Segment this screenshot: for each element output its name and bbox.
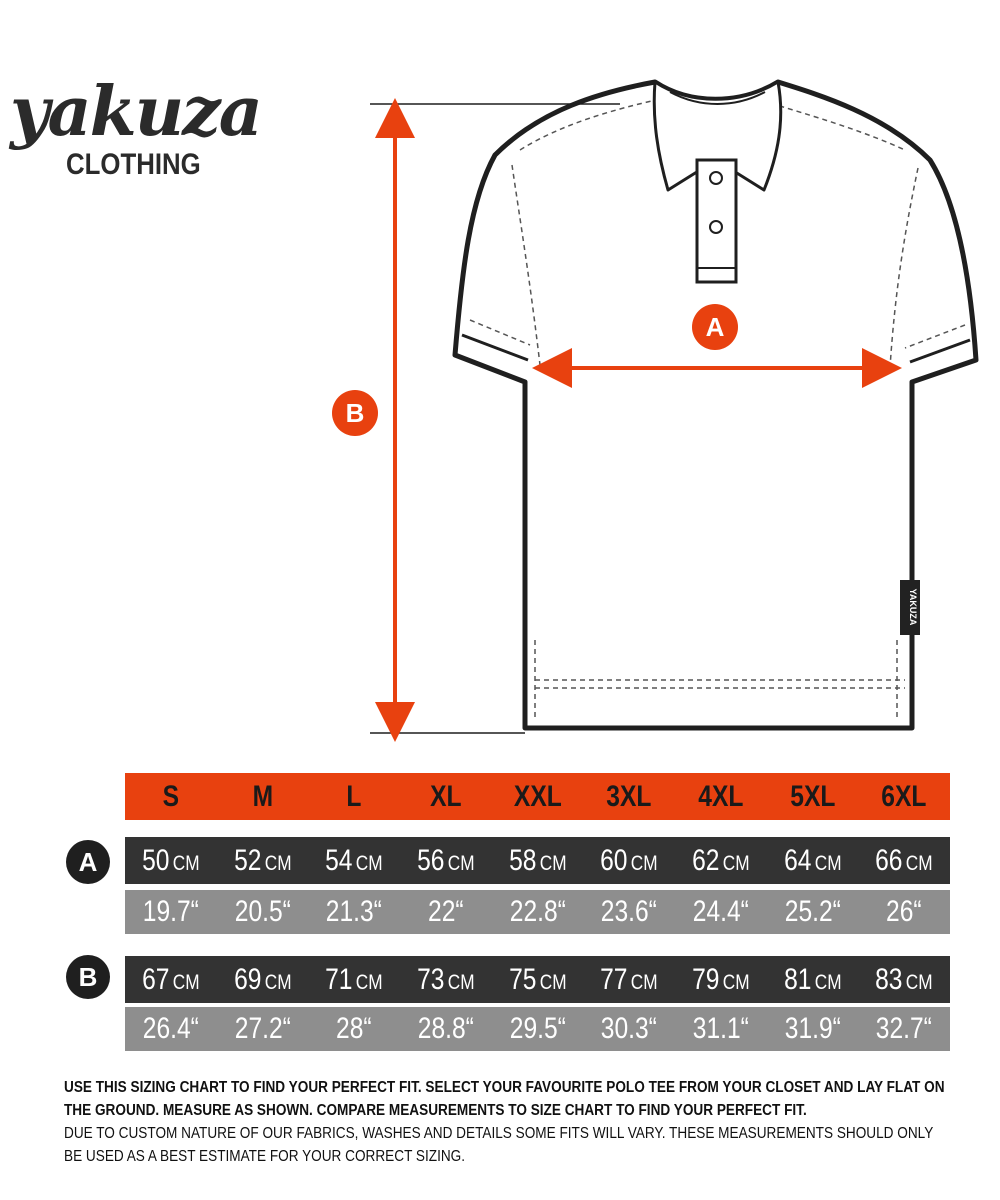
measure-b-cm-row [125, 956, 950, 1003]
size-header: 5XL [789, 780, 836, 813]
measure-cell: 28.8“ [417, 1012, 474, 1045]
logo-wordmark: yakuza [10, 72, 261, 152]
size-header: XXL [513, 780, 562, 813]
marker-a-badge: A [692, 304, 738, 350]
measure-cell: 58 CM [508, 844, 567, 877]
row-b-badge: B [66, 955, 110, 999]
measure-cell: 32.7“ [876, 1012, 933, 1045]
logo-subtitle: CLOTHING [66, 148, 201, 181]
measure-cell: 20.5“ [234, 895, 291, 928]
measure-cell: 81 CM [783, 963, 842, 996]
measure-cell: 67 CM [142, 963, 200, 996]
label-tag-text: YAKUZA [908, 588, 918, 626]
marker-b-badge: B [332, 390, 378, 436]
measure-cell: 24.4“ [692, 895, 749, 928]
measure-cell: 29.5“ [509, 1012, 566, 1045]
measure-cell: 69 CM [233, 963, 292, 996]
measure-cell: 83 CM [875, 963, 933, 996]
measure-cell: 77 CM [600, 963, 658, 996]
measure-cell: 66 CM [875, 844, 933, 877]
measure-cell: 22.8“ [509, 895, 566, 928]
measure-cell: 62 CM [692, 844, 750, 877]
measure-cell: 23.6“ [601, 895, 658, 928]
measure-cell: 28“ [336, 1012, 372, 1045]
measure-cell: 64 CM [783, 844, 842, 877]
size-header: XL [430, 780, 462, 813]
measure-cell: 50 CM [142, 844, 200, 877]
measure-cell: 60 CM [600, 844, 658, 877]
size-header: S [162, 780, 180, 813]
size-header: 4XL [698, 780, 744, 813]
measure-cell: 27.2“ [234, 1012, 291, 1045]
sizing-notes [64, 1076, 948, 1168]
measure-cell: 21.3“ [326, 895, 383, 928]
measure-cell: 22“ [428, 895, 464, 928]
measure-a-cm-row [125, 837, 950, 884]
measure-cell: 31.1“ [692, 1012, 749, 1045]
measure-cell: 30.3“ [601, 1012, 658, 1045]
measure-cell: 54 CM [325, 844, 383, 877]
size-header-row [125, 773, 950, 820]
measure-cell: 31.9“ [784, 1012, 841, 1045]
measure-cell: 26.4“ [142, 1012, 199, 1045]
size-header: L [346, 780, 362, 813]
sizing-instructions: USE THIS SIZING CHART TO FIND YOUR PERFECT FIT. SELECT YOUR FAVOURITE POLO TEE FROM YOUR CLOSET AND LAY FLAT ON THE GROUND. MEASURE AS SHOWN. COMPARE MEASUREMENTS TO SIZE CHART TO FIND YOUR PERFECT FIT. [64, 1079, 945, 1119]
measure-a-inch-row [125, 890, 950, 934]
measure-cell: 19.7“ [142, 895, 199, 928]
measure-cell: 71 CM [325, 963, 383, 996]
size-header: M [252, 780, 273, 813]
size-header: 3XL [606, 780, 652, 813]
size-header: 6XL [881, 780, 927, 813]
measure-cell: 52 CM [233, 844, 292, 877]
measure-b-inch-row [125, 1007, 950, 1051]
sizing-disclaimer: DUE TO CUSTOM NATURE OF OUR FABRICS, WASHES AND DETAILS SOME FITS WILL VARY. THESE MEASUREMENTS SHOULD ONLY BE USED AS A BEST ESTIMATE FOR YOUR CORRECT SIZING. [64, 1125, 934, 1165]
measure-cell: 75 CM [508, 963, 567, 996]
measure-cell: 79 CM [692, 963, 750, 996]
measure-cell: 73 CM [417, 963, 475, 996]
measure-cell: 25.2“ [784, 895, 841, 928]
row-a-badge: A [66, 840, 110, 884]
measure-cell: 26“ [886, 895, 922, 928]
measure-cell: 56 CM [417, 844, 475, 877]
